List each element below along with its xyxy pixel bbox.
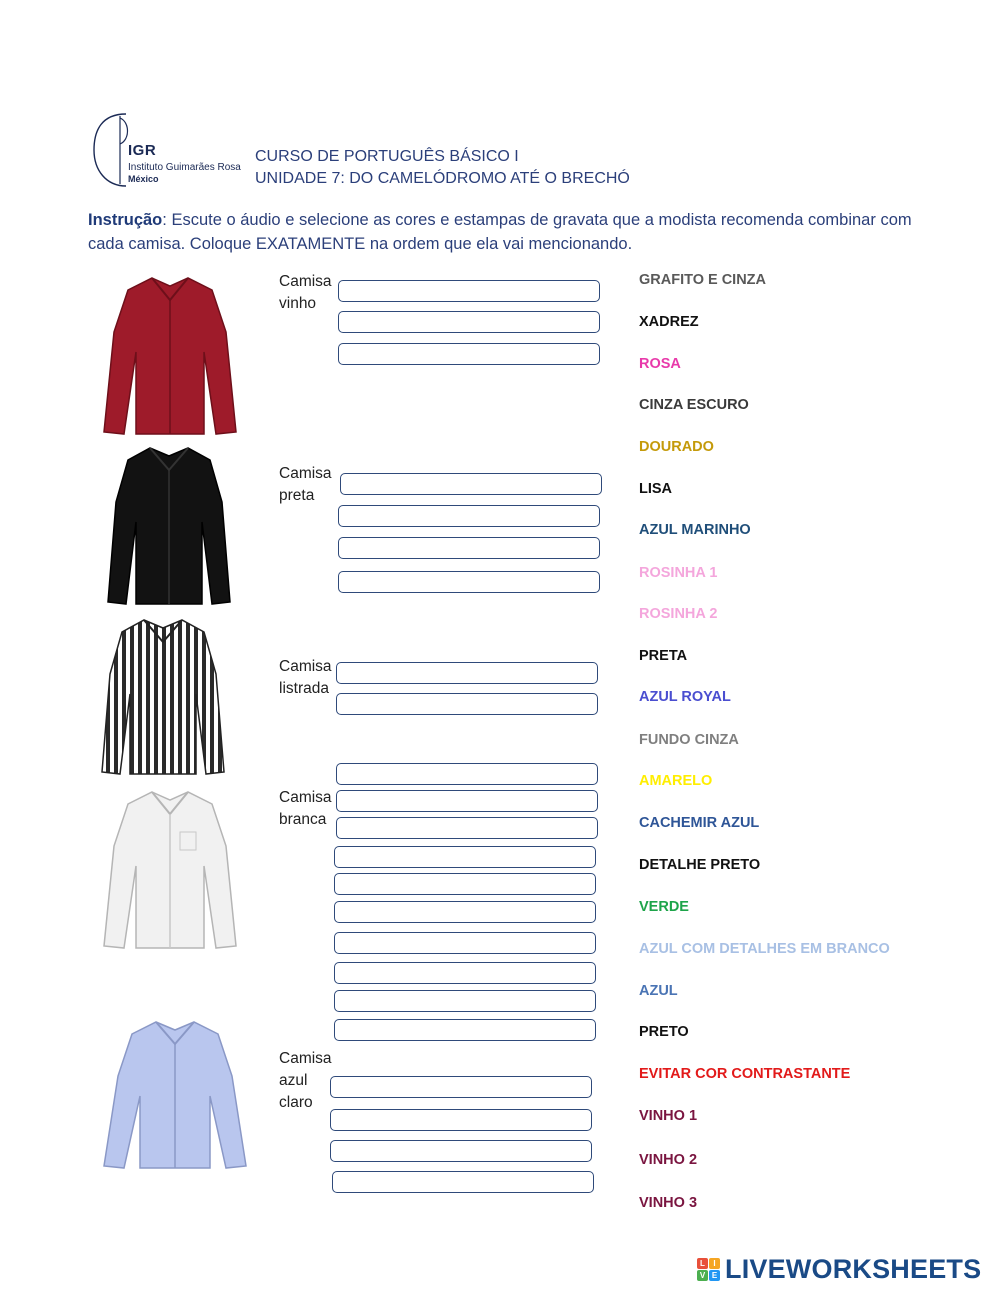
option-dourado: DOURADO bbox=[639, 439, 714, 455]
answer-field-striped-1[interactable] bbox=[336, 662, 598, 684]
instruction bbox=[88, 208, 918, 256]
logo-country: México bbox=[128, 174, 159, 184]
shirt-light-blue-label: Camisa azul claro bbox=[279, 1050, 332, 1111]
option-grafito-e-cinza: GRAFITO E CINZA bbox=[639, 272, 767, 288]
shirt-wine-label: Camisa vinho bbox=[279, 273, 332, 312]
shirt-black-image bbox=[104, 442, 234, 610]
option-rosa: ROSA bbox=[639, 356, 681, 372]
unit-title: UNIDADE 7: DO CAMELÓDROMO ATÉ O BRECHÓ bbox=[255, 170, 630, 187]
option-fundo-cinza: FUNDO CINZA bbox=[639, 732, 739, 748]
option-lisa: LISA bbox=[639, 481, 673, 497]
answer-field-light-blue-1[interactable] bbox=[330, 1076, 592, 1098]
option-azul-com-detalhes: AZUL COM DETALHES EM BRANCO bbox=[639, 941, 890, 957]
answer-field-wine-3[interactable] bbox=[338, 343, 600, 365]
answer-field-white-2[interactable] bbox=[336, 790, 598, 812]
answer-field-white-1[interactable] bbox=[336, 763, 598, 785]
brand-name: LIVEWORKSHEETS bbox=[725, 1254, 982, 1284]
logo-institute: Instituto Guimarães Rosa bbox=[128, 162, 241, 173]
answer-field-light-blue-3[interactable] bbox=[330, 1140, 592, 1162]
answer-field-white-5[interactable] bbox=[334, 873, 596, 895]
option-cinza-escuro: CINZA ESCURO bbox=[639, 397, 749, 413]
answer-field-black-3[interactable] bbox=[338, 537, 600, 559]
option-preta: PRETA bbox=[639, 648, 688, 664]
answer-field-light-blue-2[interactable] bbox=[330, 1109, 592, 1131]
option-preto: PRETO bbox=[639, 1024, 689, 1040]
option-detalhe-preto: DETALHE PRETO bbox=[639, 857, 761, 873]
igr-emblem-icon bbox=[92, 110, 132, 190]
shirt-white-image bbox=[100, 786, 240, 954]
brand-cubes-icon: L I V E bbox=[697, 1258, 723, 1282]
option-vinho-1: VINHO 1 bbox=[639, 1108, 698, 1124]
answer-field-striped-2[interactable] bbox=[336, 693, 598, 715]
course-header bbox=[255, 146, 630, 190]
answer-field-black-1[interactable] bbox=[340, 473, 602, 495]
shirt-striped-image bbox=[98, 614, 228, 780]
shirt-white-label: Camisa branca bbox=[279, 789, 332, 828]
answer-field-white-8[interactable] bbox=[334, 962, 596, 984]
answer-field-white-9[interactable] bbox=[334, 990, 596, 1012]
option-verde: VERDE bbox=[639, 899, 689, 915]
option-amarelo: AMARELO bbox=[639, 773, 713, 789]
option-xadrez: XADREZ bbox=[639, 314, 699, 330]
logo-abbr: IGR bbox=[128, 142, 157, 159]
shirt-striped-label: Camisa listrada bbox=[279, 658, 332, 697]
answer-field-white-7[interactable] bbox=[334, 932, 596, 954]
answer-field-black-4[interactable] bbox=[338, 571, 600, 593]
answer-field-white-6[interactable] bbox=[334, 901, 596, 923]
option-azul-marinho: AZUL MARINHO bbox=[639, 522, 751, 538]
shirt-wine-image bbox=[100, 272, 240, 440]
answer-field-wine-1[interactable] bbox=[338, 280, 600, 302]
option-rosinha-1: ROSINHA 1 bbox=[639, 565, 718, 581]
shirt-light-blue-image bbox=[100, 1016, 250, 1174]
igr-logo bbox=[92, 110, 252, 190]
option-azul: AZUL bbox=[639, 983, 678, 999]
option-rosinha-2: ROSINHA 2 bbox=[639, 606, 718, 622]
course-title: CURSO DE PORTUGUÊS BÁSICO I bbox=[255, 148, 519, 165]
shirt-black-label: Camisa preta bbox=[279, 465, 332, 504]
answer-field-white-4[interactable] bbox=[334, 846, 596, 868]
option-azul-royal: AZUL ROYAL bbox=[639, 689, 731, 705]
option-evitar-cor-contrastante: EVITAR COR CONTRASTANTE bbox=[639, 1066, 851, 1082]
answer-field-black-2[interactable] bbox=[338, 505, 600, 527]
answer-field-light-blue-4[interactable] bbox=[332, 1171, 594, 1193]
answer-field-white-3[interactable] bbox=[336, 817, 598, 839]
option-vinho-3: VINHO 3 bbox=[639, 1195, 698, 1211]
instruction-label: Instrução bbox=[88, 211, 163, 229]
answer-field-wine-2[interactable] bbox=[338, 311, 600, 333]
option-cachemir-azul: CACHEMIR AZUL bbox=[639, 815, 760, 831]
answer-field-white-10[interactable] bbox=[334, 1019, 596, 1041]
option-vinho-2: VINHO 2 bbox=[639, 1152, 698, 1168]
instruction-text: : Escute o áudio e selecione as cores e estampas de gravata que a modista recomenda combinar com cada camisa. Coloque EXATAMENTE na ordem que ela vai mencionando. bbox=[88, 211, 912, 253]
